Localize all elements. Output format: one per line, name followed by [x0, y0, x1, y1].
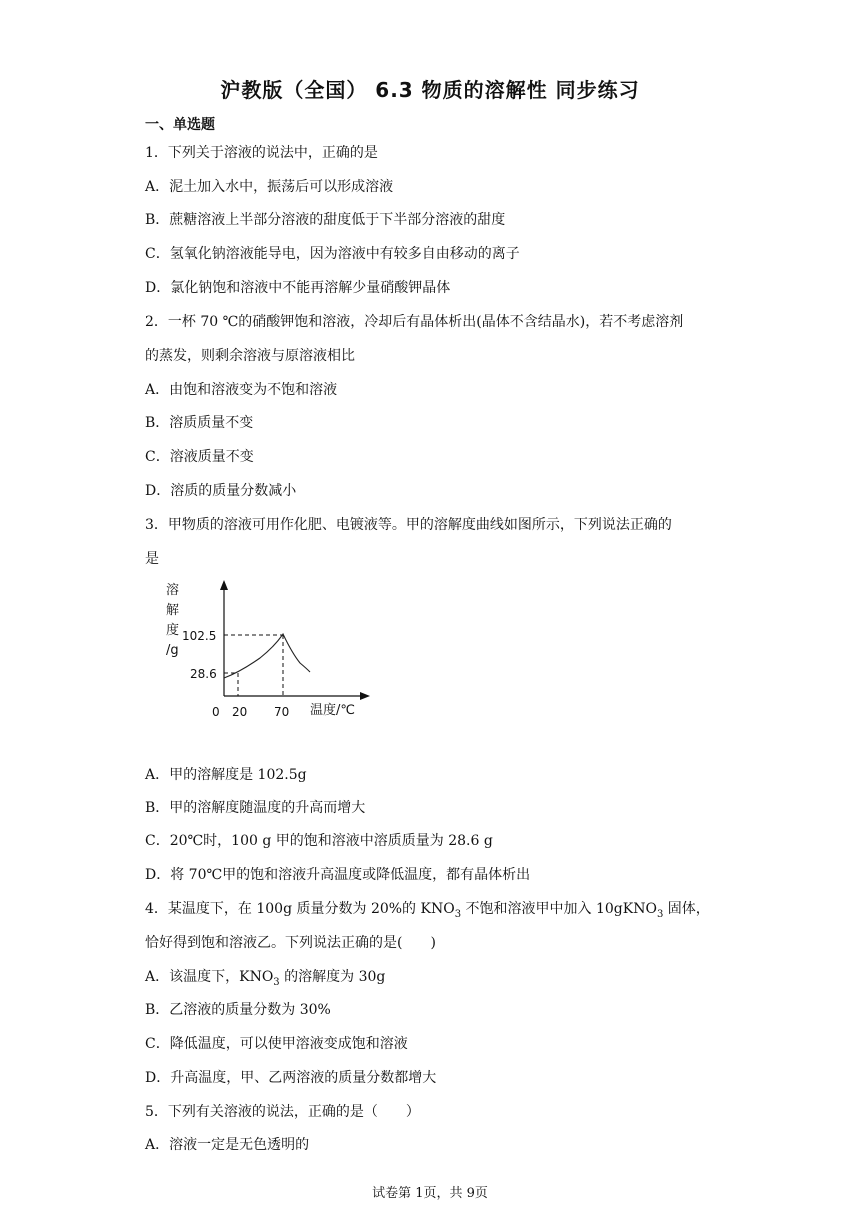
solubility-curve: [224, 634, 310, 678]
q4-option-a: [145, 966, 385, 988]
q3-option-c: C．20℃时，100 g 甲的饱和溶液中溶质质量为 28.6 g: [145, 833, 493, 849]
page-footer: 试卷第 1页，共 9页: [372, 1186, 488, 1201]
q2-stem-line1: 2．一杯 70 ℃的硝酸钾饱和溶液，冷却后有晶体析出(晶体不含结晶水)，若不考虑溶剂: [145, 314, 684, 330]
q1-option-b: B．蔗糖溶液上半部分溶液的甜度低于下半部分溶液的甜度: [145, 212, 506, 228]
q4-stem-line1: [145, 898, 710, 920]
q5-stem: 5．下列有关溶液的说法，正确的是（ ）: [145, 1104, 420, 1120]
q3-option-b: B．甲的溶解度随温度的升高而增大: [145, 800, 366, 816]
y-tick-102-5: 102.5: [182, 629, 217, 643]
section-heading: 一、单选题: [145, 117, 215, 133]
q4-option-d: D．升高温度，甲、乙两溶液的质量分数都增大: [145, 1070, 437, 1086]
q2-option-c: C．溶液质量不变: [145, 449, 254, 465]
q4-stem-part1: 4．某温度下，在 100g 质量分数为 20%的 KNO: [145, 901, 455, 917]
page-title: 沪教版（全国） 6.3 物质的溶解性 同步练习: [220, 78, 640, 102]
q2-option-b: B．溶质质量不变: [145, 415, 254, 431]
q4-option-b: B．乙溶液的质量分数为 30%: [145, 1002, 331, 1018]
q3-stem-line2: 是: [145, 551, 159, 567]
x-tick-0: 0: [212, 705, 220, 719]
y-label-char-3: 度: [166, 623, 180, 638]
q4-subscript-2: 3: [656, 908, 664, 920]
y-label-char-4: /g: [166, 643, 179, 658]
y-tick-28-6: 28.6: [190, 667, 217, 681]
x-axis-label: 温度/℃: [310, 703, 355, 718]
q1-option-d: D．氯化钠饱和溶液中不能再溶解少量硝酸钾晶体: [145, 280, 451, 296]
q4-stem-part2: 不饱和溶液甲中加入 10gKNO: [461, 901, 657, 917]
q1-option-a: A．泥土加入水中，振荡后可以形成溶液: [145, 179, 394, 195]
q2-option-d: D．溶质的质量分数减小: [145, 483, 297, 499]
q4-option-c: C．降低温度，可以使甲溶液变成饱和溶液: [145, 1036, 408, 1052]
q2-option-a: A．由饱和溶液变为不饱和溶液: [145, 382, 338, 398]
y-label-char-2: 解: [166, 603, 180, 618]
q4-option-a-part1: A．该温度下，KNO: [145, 969, 274, 985]
y-label-char-1: 溶: [166, 583, 180, 598]
solubility-curve-svg: [160, 578, 390, 728]
q2-stem-line2: 的蒸发，则剩余溶液与原溶液相比: [145, 348, 355, 364]
y-axis-arrow: [220, 580, 228, 590]
q4-option-a-subscript: 3: [273, 976, 280, 988]
q5-option-a: A．溶液一定是无色透明的: [145, 1137, 310, 1153]
q3-option-a: A．甲的溶解度是 102.5g: [145, 767, 307, 783]
q4-stem-part3: 固体，: [663, 901, 710, 917]
solubility-curve-figure: [160, 578, 390, 728]
q1-stem: 1．下列关于溶液的说法中，正确的是: [145, 145, 378, 161]
x-axis-arrow: [360, 692, 370, 700]
q4-option-a-part2: 的溶解度为 30g: [279, 969, 386, 985]
q1-option-c: C．氢氧化钠溶液能导电，因为溶液中有较多自由移动的离子: [145, 246, 520, 262]
q3-stem-line1: 3．甲物质的溶液可用作化肥、电镀液等。甲的溶解度曲线如图所示，下列说法正确的: [145, 517, 672, 533]
x-tick-20: 20: [232, 705, 248, 719]
x-tick-70: 70: [274, 705, 290, 719]
q4-subscript-1: 3: [454, 908, 462, 920]
q4-stem-line2: 恰好得到饱和溶液乙。下列说法正确的是( ): [145, 935, 436, 951]
q3-option-d: D．将 70℃甲的饱和溶液升高温度或降低温度，都有晶体析出: [145, 867, 531, 883]
